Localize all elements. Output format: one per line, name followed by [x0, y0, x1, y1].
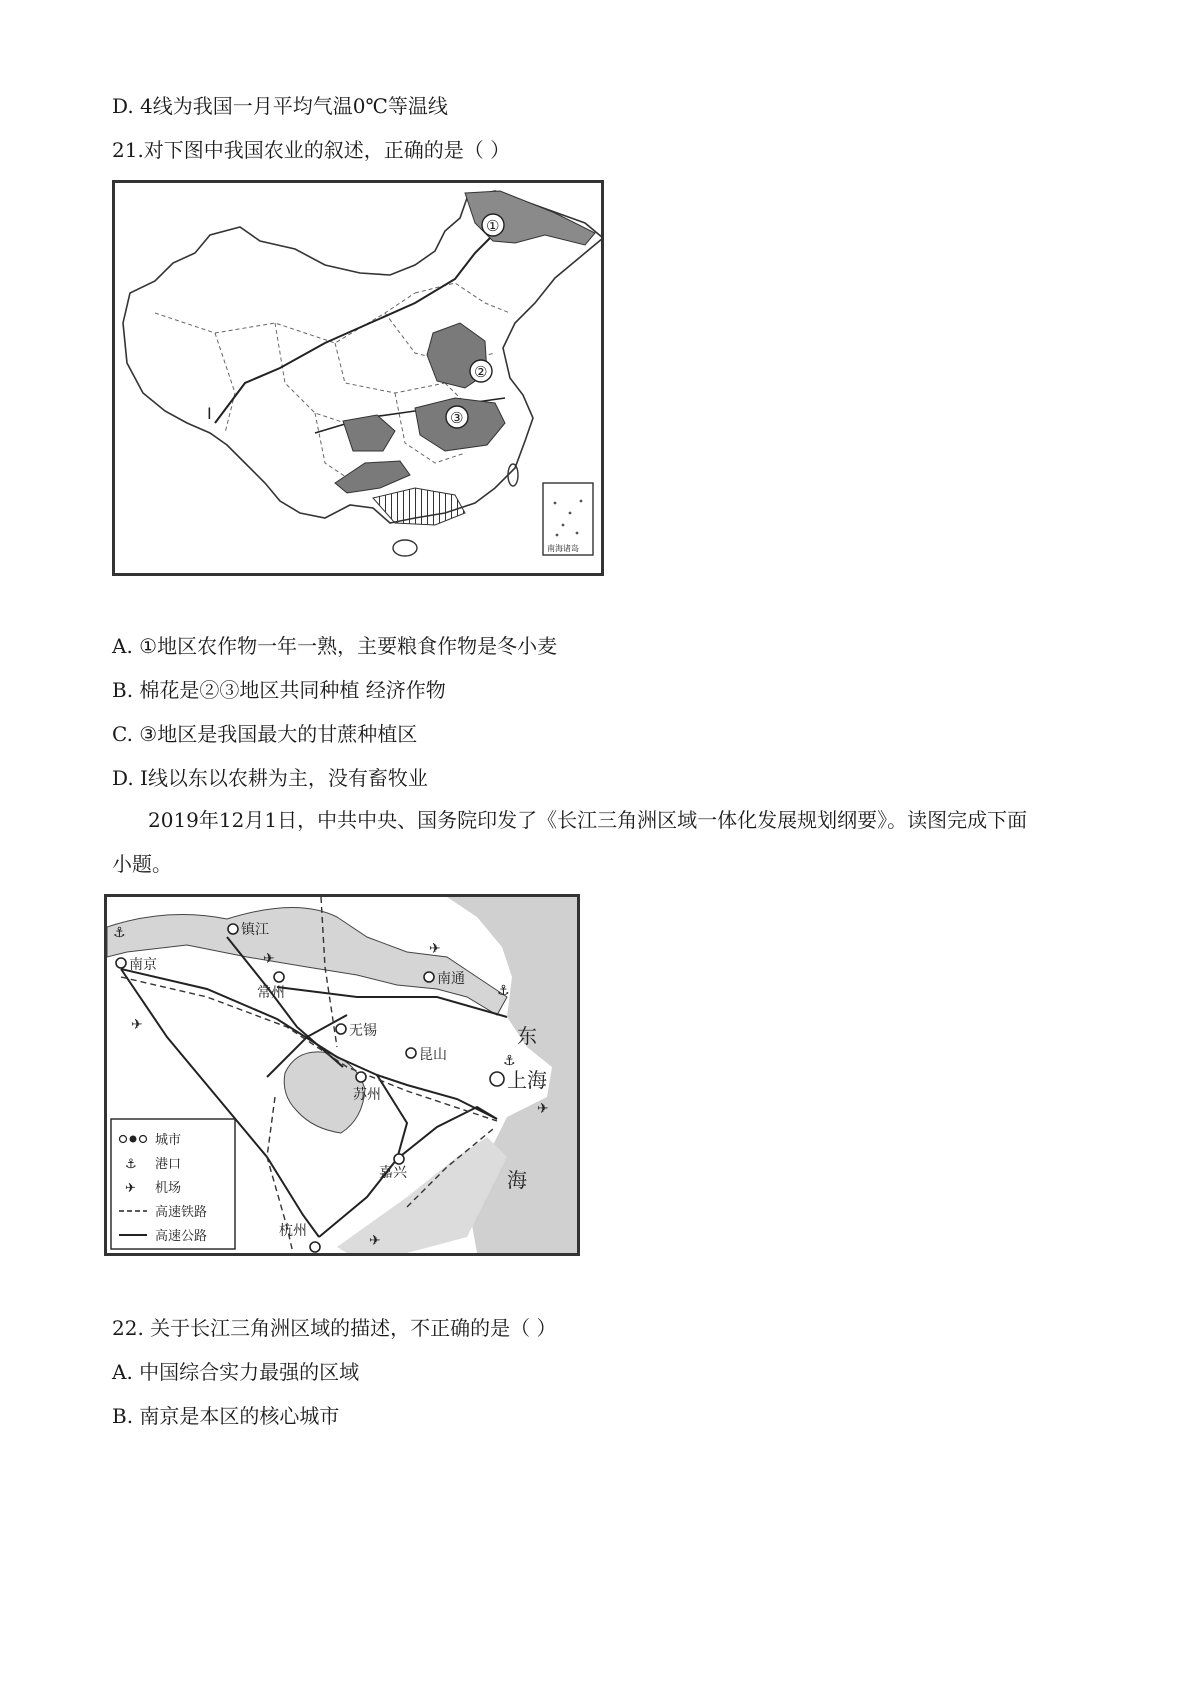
region-3-label: ③	[450, 409, 464, 427]
china-agriculture-map	[112, 180, 604, 576]
yangtze-delta-map	[104, 894, 580, 1256]
city-nanjing: 南京	[129, 957, 157, 973]
city-nantong: 南通	[437, 971, 465, 987]
legend-highway: 高速公路	[155, 1229, 208, 1244]
city-jiaxing: 嘉兴	[379, 1165, 407, 1181]
q21-option-d: D. I线以东以农耕为主，没有畜牧业	[112, 766, 428, 790]
legend-city: 城市	[155, 1133, 182, 1148]
inset-label: 南海诸岛	[547, 544, 579, 553]
passage-line-2: 小题。	[112, 852, 172, 876]
airport-icon: ✈	[369, 1233, 381, 1249]
airport-icon: ✈	[537, 1101, 549, 1117]
q21-option-a: A. ①地区农作物一年一熟，主要粮食作物是冬小麦	[112, 634, 558, 658]
region-1-label: ①	[486, 217, 500, 235]
city-changzhou: 常州	[257, 985, 285, 1001]
q21-stem: 21.对下图中我国农业的叙述，正确的是（ ）	[112, 138, 511, 162]
region-2-label: ②	[474, 363, 488, 381]
q22-option-b: B. 南京是本区的核心城市	[112, 1404, 340, 1428]
q22-stem: 22. 关于长江三角洲区域的描述，不正确的是（ ）	[112, 1316, 557, 1340]
q21-option-c: C. ③地区是我国最大的甘蔗种植区	[112, 722, 418, 746]
q21-option-b: B. 棉花是②③地区共同种植 经济作物	[112, 678, 446, 702]
airport-icon: ✈	[131, 1017, 143, 1033]
legend-port: 港口	[155, 1157, 182, 1172]
prev-option-d: D. 4线为我国一月平均气温0℃等温线	[112, 94, 448, 118]
legend-railway: 高速铁路	[155, 1205, 208, 1220]
sea-label-dong: 东	[517, 1024, 537, 1048]
sea-label-hai: 海	[507, 1168, 527, 1192]
line-1-label: Ⅰ	[207, 404, 212, 423]
port-icon: ⚓	[125, 1157, 137, 1172]
port-icon: ⚓	[113, 925, 126, 941]
port-icon: ⚓	[503, 1053, 516, 1069]
port-icon: ⚓	[497, 983, 510, 999]
city-zhenjiang: 镇江	[241, 922, 269, 938]
city-suzhou: 苏州	[353, 1087, 381, 1103]
airport-icon: ✈	[429, 941, 441, 957]
city-kunshan: 昆山	[419, 1047, 447, 1063]
city-hangzhou: 杭州	[279, 1223, 307, 1239]
airport-icon: ✈	[125, 1181, 136, 1196]
airport-icon: ✈	[263, 951, 275, 967]
city-wuxi: 无锡	[349, 1023, 377, 1039]
legend-airport: 机场	[155, 1181, 182, 1196]
passage-line-1: 2019年12月1日，中共中央、国务院印发了《长江三角洲区域一体化发展规划纲要》。读图完成下面	[148, 808, 1028, 832]
q22-option-a: A. 中国综合实力最强的区域	[112, 1360, 360, 1384]
city-shanghai: 上海	[507, 1068, 547, 1092]
